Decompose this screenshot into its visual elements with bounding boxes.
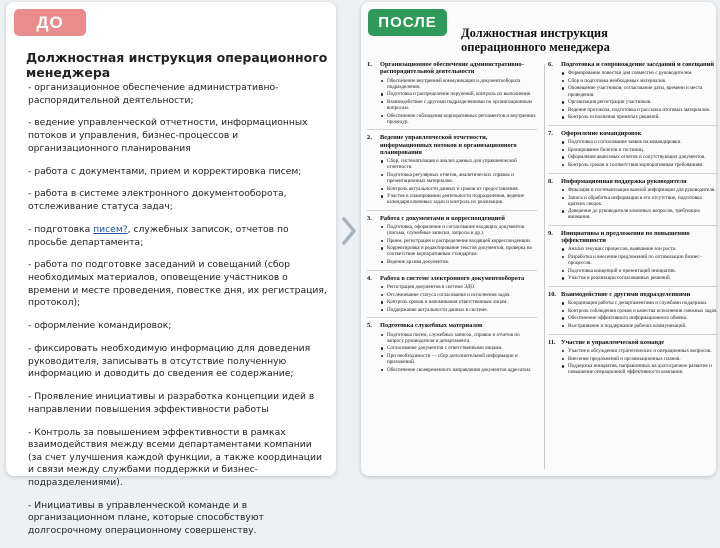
- section-heading: [367, 322, 537, 329]
- section-heading: [548, 339, 718, 346]
- bullet-item: Сбор, систематизация и анализ данных для управленческой отчетности.: [380, 158, 537, 170]
- bullet-item: Регистрация документов в системе ЭДО.: [380, 284, 537, 290]
- bullet-item: Координация работы с департаментами и службами поддержки.: [561, 300, 718, 306]
- bullet-item: Выстраивание и поддержание рабочих коммуникаций.: [561, 323, 718, 329]
- bullet-item: Контроль соблюдения сроков и качества исполнения смежных задач.: [561, 308, 718, 314]
- section: [548, 291, 718, 335]
- section: [367, 134, 537, 211]
- bullet-item: Участие в планировании деятельности подразделения, ведение календаря ключевых задач и контроль их реализации.: [380, 193, 537, 205]
- section-title: Взаимодействие с другими подразделениями: [561, 290, 691, 298]
- section: [548, 230, 718, 287]
- bullet-item: Подготовка и распределение поручений, контроль их выполнения.: [380, 91, 537, 97]
- bullet-item: Взаимодействие с другими подразделениями по организационным вопросам.: [380, 99, 537, 111]
- section-title: Организационное обеспечение административно-распорядительной деятельности: [380, 61, 524, 76]
- bullet-item: Разработка и внесение предложений по оптимизации бизнес-процессов.: [561, 254, 718, 266]
- bullet-item: Поддержание актуальности данных в системе.: [380, 307, 537, 313]
- section-heading: [367, 134, 537, 156]
- after-badge: ПОСЛЕ: [368, 9, 447, 36]
- bullet-item: Участие в реализации согласованных решений.: [561, 275, 718, 281]
- before-list-item: - работа с документами, прием и корректировка писем;: [28, 165, 302, 177]
- section-title: Участие в управленческой команде: [561, 338, 665, 346]
- bullet-item: Отслеживание статуса согласования и исполнения задач.: [380, 292, 537, 298]
- after-column-right: [548, 61, 718, 384]
- section-number: 9.: [548, 229, 553, 237]
- section-bullets: [548, 246, 718, 281]
- section-bullets: [367, 224, 537, 265]
- bullet-item: Обеспечение своевременного направления документов адресатам.: [380, 367, 537, 373]
- bullet-item: Доведение до руководителя ключевых вопросов, требующих внимания.: [561, 208, 718, 220]
- bullet-item: Согласование документов с ответственными лицами.: [380, 345, 537, 351]
- section-bullets: [367, 158, 537, 205]
- section: [548, 61, 718, 126]
- section: [367, 275, 537, 319]
- bullet-item: Подготовка, оформление и согласование входящих документов (письма, служебные записки, запросы и др.).: [380, 224, 537, 236]
- section: [367, 61, 537, 130]
- after-panel: [361, 2, 716, 476]
- bullet-item: Оформление авансовых отчетов и сопутствующих документов.: [561, 154, 718, 160]
- before-list-item: - работа в системе электронного документооборота, отслеживание статуса задач;: [28, 188, 287, 213]
- section-heading: [548, 291, 718, 298]
- section-number: 8.: [548, 177, 553, 185]
- section: [548, 178, 718, 226]
- before-list-item: - оформление командировок;: [28, 320, 172, 332]
- section-bullets: [548, 187, 718, 220]
- bullet-item: Контроль актуальности данных и сроков их предоставления.: [380, 186, 537, 192]
- bullet-item: Подготовка концепций и презентаций инициатив.: [561, 268, 718, 274]
- section-number: 3.: [367, 214, 372, 222]
- section-title: Подготовка служебных материалов: [380, 322, 483, 330]
- column-divider: [544, 64, 545, 469]
- section: [548, 130, 718, 174]
- before-title: Должностная инструкция операционного менеджера: [26, 50, 328, 80]
- before-list-item: - работа по подготовке заседаний и совещаний (сбор необходимых материалов, оповещение участников о времени и месте проведения, повестке дня, их регистрация, протокол);: [28, 259, 327, 309]
- before-badge: ДО: [14, 9, 86, 36]
- bullet-item: Сбор и подготовка необходимых материалов.: [561, 78, 718, 84]
- bullet-item: При необходимости — сбор дополнительной информации и приложений.: [380, 353, 537, 365]
- after-title: Должностная инструкция операционного менеджера: [461, 26, 610, 54]
- bullet-item: Обеспечение внутренней коммуникации и документооборота подразделения.: [380, 78, 537, 90]
- section-bullets: [548, 348, 718, 375]
- section-title: Информационная поддержка руководителя: [561, 177, 687, 185]
- section-number: 2.: [367, 134, 372, 142]
- section-number: 6.: [548, 61, 553, 68]
- section-title: Инициативы и предложения по повышению эффективности: [561, 229, 690, 245]
- before-panel: [6, 2, 336, 536]
- bullet-item: Подготовка писем, служебных записок, справок и отчетов по запросу руководителя и департамента.: [380, 332, 537, 344]
- section-bullets: [548, 139, 718, 168]
- bullet-item: Фиксация и систематизация важной информации для руководителя.: [561, 187, 718, 193]
- section-number: 1.: [367, 61, 372, 68]
- section-number: 10.: [548, 290, 556, 298]
- after-column-left: [367, 61, 537, 381]
- bullet-item: Контроль сроков и напоминания ответственным лицам.: [380, 299, 537, 305]
- section: [548, 339, 718, 380]
- section-bullets: [548, 300, 718, 329]
- section-number: 5.: [367, 322, 372, 330]
- before-list-item: - Проявление инициативы и разработка концепции идей в направлении повышения эффективности работы: [28, 391, 315, 415]
- section-number: 7.: [548, 129, 553, 137]
- section-number: 4.: [367, 274, 372, 282]
- before-list-item: - Контроль за повышением эффективности в рамках взаимодействия между всеми департаментами компании (за счет улучшения каждой функции, а также координации и связи между службами поддержки и бизнес-подразделениями).: [28, 426, 322, 488]
- bullet-item: Прием, регистрация и распределение входящей корреспонденции.: [380, 238, 537, 244]
- section-title: Подготовка и сопровождение заседаний и совещаний: [561, 61, 715, 68]
- section-bullets: [367, 332, 537, 373]
- bullet-item: Обеспечение эффективного информационного обмена.: [561, 315, 718, 321]
- letters-link[interactable]: писем?: [93, 223, 128, 235]
- bullet-item: Поддержка инициатив, направленных на долгосрочное развитие и повышение операционной эффективности компании.: [561, 363, 718, 375]
- bullet-item: Подготовка и согласование заявок на командировки.: [561, 139, 718, 145]
- bullet-item: Организация регистрации участников.: [561, 99, 718, 105]
- section-heading: [548, 61, 718, 68]
- section-bullets: [367, 78, 537, 125]
- bullet-item: Подготовка регулярных отчетов, аналитических справок и презентационных материалов.: [380, 172, 537, 184]
- before-list: [28, 82, 328, 548]
- section-heading: [548, 130, 718, 137]
- bullet-item: Контроль сроков и соответствия корпоративным требованиям.: [561, 162, 718, 168]
- bullet-item: Корректировка и редактирование текстов документов, проверка на соответствие корпоративным стандартам.: [380, 245, 537, 257]
- bullet-item: Формирование повестки дня совместно с руководителем.: [561, 70, 718, 76]
- section-heading: [367, 61, 537, 76]
- before-list-item: - фиксировать необходимую информацию для доведения руководителя, записывать в отсутствие полученную информацию и доводить до сведения ее содержание;: [28, 342, 311, 380]
- before-list-item: - организационное обеспечение административно-распорядительной деятельности;: [28, 82, 279, 106]
- section-title: Работа с документами и корреспонденцией: [380, 214, 505, 222]
- bullet-item: Ведение протокола, подготовка и рассылка итоговых материалов.: [561, 107, 718, 113]
- section-bullets: [548, 70, 718, 120]
- bullet-item: Бронирование билетов и гостиниц.: [561, 147, 718, 153]
- before-list-item: - подготовка писем?, служебных записок, отчетов по просьбе департамента;: [28, 223, 289, 248]
- section-heading: [367, 215, 537, 222]
- before-list-item: - ведение управленческой отчетности, информационных потоков и управления, бизнес-процессов и организационного планирования: [28, 117, 308, 154]
- section-heading: [367, 275, 537, 282]
- bullet-item: Участие в обсуждении стратегических и операционных вопросов.: [561, 348, 718, 354]
- section-title: Ведение управленческой отчетности, информационных потоков и организационного планирования: [380, 134, 517, 156]
- before-list-item: - Инициативы в управленческой команде и в организационном плане, которые способствуют долгосрочному операционному совершенству.: [28, 499, 264, 536]
- section: [367, 322, 537, 377]
- bullet-item: Оповещение участников, согласование даты, времени и места проведения.: [561, 85, 718, 97]
- bullet-item: Внесение предложений и организационных планов.: [561, 356, 718, 362]
- section-heading: [548, 178, 718, 185]
- section-bullets: [367, 284, 537, 313]
- bullet-item: Обеспечение соблюдения корпоративных регламентов и внутренних процедур.: [380, 113, 537, 125]
- section-heading: [548, 230, 718, 245]
- section-number: 11.: [548, 338, 556, 346]
- section-title: Оформление командировок: [561, 129, 642, 137]
- section-title: Работа в системе электронного документооборота: [380, 274, 525, 282]
- bullet-item: Ведение архива документов.: [380, 259, 537, 265]
- bullet-item: Контроль исполнения принятых решений.: [561, 114, 718, 120]
- chevron-right-icon: [341, 216, 357, 246]
- bullet-item: Анализ текущих процессов, выявление зон роста.: [561, 246, 718, 252]
- section: [367, 215, 537, 271]
- bullet-item: Запись и обработка информации в его отсутствие, подготовка кратких сводок.: [561, 195, 718, 207]
